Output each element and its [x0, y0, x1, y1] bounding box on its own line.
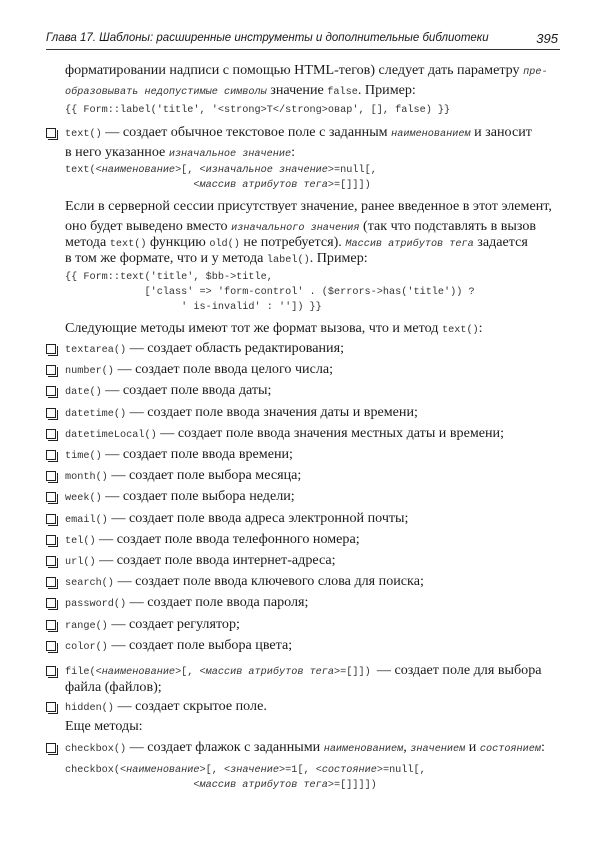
method-list-item: email() — создает поле ввода адреса электронной почты;	[65, 510, 409, 526]
bullet-icon	[46, 702, 56, 712]
list-item-text: в него указанное изначальное значение:	[65, 144, 296, 160]
method-list-item: url() — создает поле ввода интернет-адреса;	[65, 552, 336, 568]
section-label: Еще методы:	[65, 718, 143, 734]
bullet-icon	[46, 598, 56, 608]
method-list-item: tel() — создает поле ввода телефонного номера;	[65, 531, 360, 547]
chapter-title: Глава 17. Шаблоны: расширенные инструменты и дополнительные библиотеки	[46, 32, 489, 44]
method-list-item: number() — создает поле ввода целого числа;	[65, 361, 334, 377]
bullet-icon	[46, 471, 56, 481]
method-list-item: month() — создает поле выбора месяца;	[65, 467, 302, 483]
bullet-icon	[46, 450, 56, 460]
bullet-icon	[46, 365, 56, 375]
method-list-item: time() — создает поле ввода времени;	[65, 446, 293, 462]
method-list-item: datetimeLocal() — создает поле ввода значения местных даты и времени;	[65, 425, 505, 441]
paragraph-line: Следующие методы имеют тот же формат вызова, что и метод text():	[65, 320, 483, 336]
bullet-icon	[46, 128, 56, 138]
paragraph-line: оно будет выведено вместо изначального значения (так что подставлять в вызов	[65, 218, 537, 234]
bullet-icon	[46, 386, 56, 396]
method-list-item: search() — создает поле ввода ключевого слова для поиска;	[65, 573, 424, 589]
bullet-icon	[46, 408, 56, 418]
bullet-icon	[46, 620, 56, 630]
paragraph-line: метода text() функцию old() не потребуется). Массив атрибутов тега задается	[65, 234, 528, 250]
bullet-icon	[46, 429, 56, 439]
list-item-text: file(<наименование>[, <массив атрибутов тега>=[]]) — создает поле для выбора	[65, 662, 542, 678]
method-list-item: week() — создает поле выбора недели;	[65, 488, 295, 504]
method-list-item: color() — создает поле выбора цвета;	[65, 637, 293, 653]
running-header	[46, 31, 560, 50]
method-list-item: textarea() — создает область редактирования;	[65, 340, 344, 356]
code-example-text: {{ Form::text('title', $bb->title, ['class' => 'form-control' . ($errors->has('title')) ? ' is-invalid' : '']) }}	[65, 272, 475, 313]
page-number: 395	[536, 31, 558, 46]
paragraph-line: в том же формате, что и у метода label(). Пример:	[65, 250, 368, 266]
bullet-icon	[46, 666, 56, 676]
list-item-text: text() — создает обычное текстовое поле с заданным наименованием и заносит	[65, 124, 532, 140]
bullet-icon	[46, 743, 56, 753]
code-syntax-text: text(<наименование>[, <изначальное значение>=null[, <массив атрибутов тега>=[]]])	[65, 165, 377, 191]
bullet-icon	[46, 514, 56, 524]
list-item-text: hidden() — создает скрытое поле.	[65, 698, 267, 714]
method-list-item: range() — создает регулятор;	[65, 616, 240, 632]
method-list-item: date() — создает поле ввода даты;	[65, 382, 272, 398]
code-syntax-checkbox: checkbox(<наименование>[, <значение>=1[, <состояние>=null[, <массив атрибутов тега>=[]]]])	[65, 765, 426, 791]
code-example-label: {{ Form::label('title', '<strong>Т</strong>овар', [], false) }}	[65, 105, 451, 116]
method-list-item: datetime() — создает поле ввода значения даты и времени;	[65, 404, 418, 420]
paragraph-line: Если в серверной сессии присутствует значение, ранее введенное в этот элемент,	[65, 198, 552, 214]
method-list-item: password() — создает поле ввода пароля;	[65, 594, 309, 610]
bullet-icon	[46, 535, 56, 545]
list-item-text: checkbox() — создает флажок с заданными наименованием, значением и состоянием:	[65, 739, 545, 755]
bullet-icon	[46, 492, 56, 502]
bullet-icon	[46, 556, 56, 566]
bullet-icon	[46, 641, 56, 651]
paragraph-line: форматировании надписи с помощью HTML-тегов) следует дать параметру пре-	[65, 62, 548, 78]
bullet-icon	[46, 577, 56, 587]
list-item-text: файла (файлов);	[65, 679, 162, 695]
bullet-icon	[46, 344, 56, 354]
paragraph-line: образовывать недопустимые символы значение false. Пример:	[65, 82, 416, 98]
